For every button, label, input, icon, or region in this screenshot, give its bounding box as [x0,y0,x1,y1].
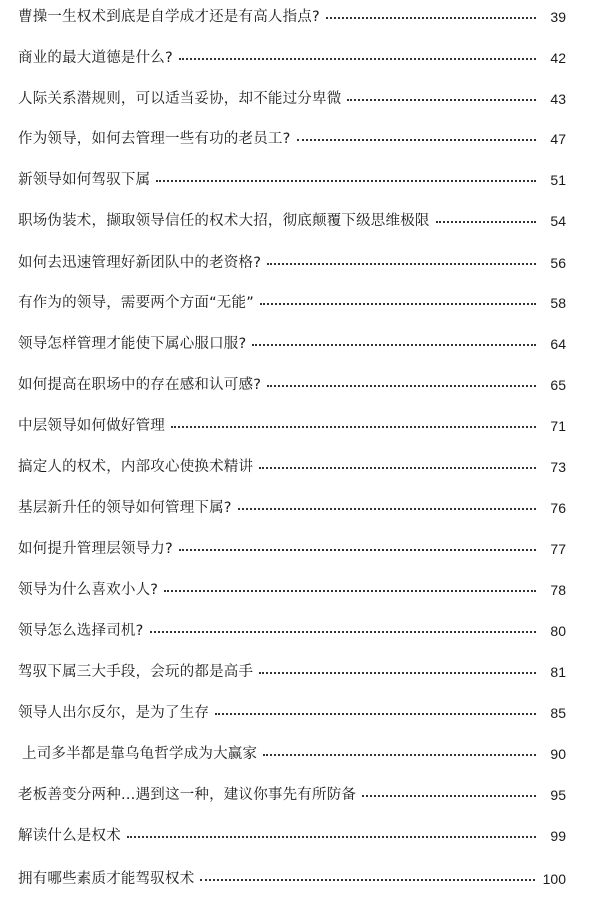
toc-entry[interactable] [18,165,566,195]
dot-leader [259,452,536,482]
toc-entry-page: 100 [542,871,566,887]
toc-entry-page: 42 [550,50,566,66]
dot-leader [362,780,536,810]
dot-leader [127,821,536,851]
toc-entry-page: 78 [550,582,566,598]
toc-entry-title: 有作为的领导，需要两个方面“无能” [18,295,254,311]
dot-leader [171,411,536,441]
toc-entry[interactable] [18,248,566,278]
toc-entry-page: 51 [550,172,566,188]
toc-entry-page: 95 [550,787,566,803]
toc-entry-title: 商业的最大道德是什么? [18,50,173,66]
toc-entry[interactable] [18,780,566,810]
toc-entry[interactable] [18,288,566,318]
toc-entry-page: 71 [550,418,566,434]
toc-entry-page: 99 [550,828,566,844]
toc-entry-title: 曹操一生权术到底是自学成才还是有高人指点? [18,9,320,25]
toc-entry[interactable] [18,493,566,523]
toc-entry[interactable] [18,124,566,154]
toc-entry[interactable] [18,864,566,894]
toc-entry[interactable] [22,739,566,769]
toc-entry-title: 基层新升任的领导如何管理下属? [18,500,232,516]
toc-entry-title: 作为领导，如何去管理一些有功的老员工? [18,131,291,147]
toc-entry-title: 解读什么是权术 [18,828,121,844]
toc-entry[interactable] [18,370,566,400]
toc-entry-page: 77 [550,541,566,557]
toc-entry-title: 驾驭下属三大手段，会玩的都是高手 [18,664,254,680]
dot-leader [238,493,536,523]
dot-leader [200,864,534,894]
dot-leader [215,698,536,728]
dot-leader [252,329,536,359]
toc-entry[interactable] [18,84,566,114]
toc-entry-page: 56 [550,255,566,271]
toc-entry-title: 如何去迅速管理好新团队中的老资格? [18,255,262,271]
toc-entry-title: 新领导如何驾驭下属 [18,172,151,188]
toc-entry-page: 76 [550,500,566,516]
toc-entry[interactable] [18,616,566,646]
toc-entry-title: 老板善变分两种…遇到这一种，建议你事先有所防备 [18,787,357,803]
toc-entry-page: 39 [550,9,566,25]
toc-entry-title: 职场伪装术，撷取领导信任的权术大招，彻底颠覆下级思维极限 [18,213,430,229]
toc-entry-title: 如何提升管理层领导力? [18,541,173,557]
toc-entry[interactable] [18,43,566,73]
toc-entry-title: 如何提高在职场中的存在感和认可感? [18,377,262,393]
toc-entry[interactable] [18,821,566,851]
toc-entry-title: 领导怎么选择司机? [18,623,144,639]
toc-entry-page: 54 [550,213,566,229]
toc-entry[interactable] [18,411,566,441]
dot-leader [297,124,537,154]
dot-leader [179,534,536,564]
dot-leader [260,288,536,318]
toc-entry-page: 65 [550,377,566,393]
dot-leader [259,657,536,687]
toc-entry[interactable] [18,452,566,482]
toc-entry[interactable] [18,534,566,564]
toc-entry[interactable] [18,575,566,605]
toc-entry-title: 中层领导如何做好管理 [18,418,165,434]
toc-entry-title: 拥有哪些素质才能驾驭权术 [18,871,195,887]
dot-leader [347,84,536,114]
toc-entry-title: 领导为什么喜欢小人? [18,582,159,598]
toc-entry[interactable] [18,329,566,359]
toc-entry-page: 58 [550,295,566,311]
toc-entry-page: 85 [550,705,566,721]
toc-entry[interactable] [18,206,566,236]
toc-entry-page: 80 [550,623,566,639]
dot-leader [267,248,536,278]
toc-entry-page: 43 [550,91,566,107]
toc-entry[interactable] [18,2,566,32]
toc-entry-title: 领导怎样管理才能使下属心服口服? [18,336,247,352]
dot-leader [267,370,536,400]
dot-leader [326,2,536,32]
toc-entry-title: 上司多半都是靠乌龟哲学成为大赢家 [22,746,258,762]
dot-leader [164,575,536,605]
toc-entry-page: 64 [550,336,566,352]
toc-entry-page: 73 [550,459,566,475]
dot-leader [263,739,536,769]
toc-entry-page: 90 [550,746,566,762]
dot-leader [156,165,536,195]
toc-entry[interactable] [18,698,566,728]
toc-entry-title: 搞定人的权术，内部攻心使换术精讲 [18,459,254,475]
toc-entry[interactable] [18,657,566,687]
toc-entry-page: 47 [550,131,566,147]
toc-entry-title: 人际关系潜规则，可以适当妥协，却不能过分卑微 [18,91,342,107]
dot-leader [436,206,536,236]
toc-entry-title: 领导人出尔反尔，是为了生存 [18,705,210,721]
dot-leader [179,43,536,73]
dot-leader [150,616,537,646]
toc-entry-page: 81 [550,664,566,680]
